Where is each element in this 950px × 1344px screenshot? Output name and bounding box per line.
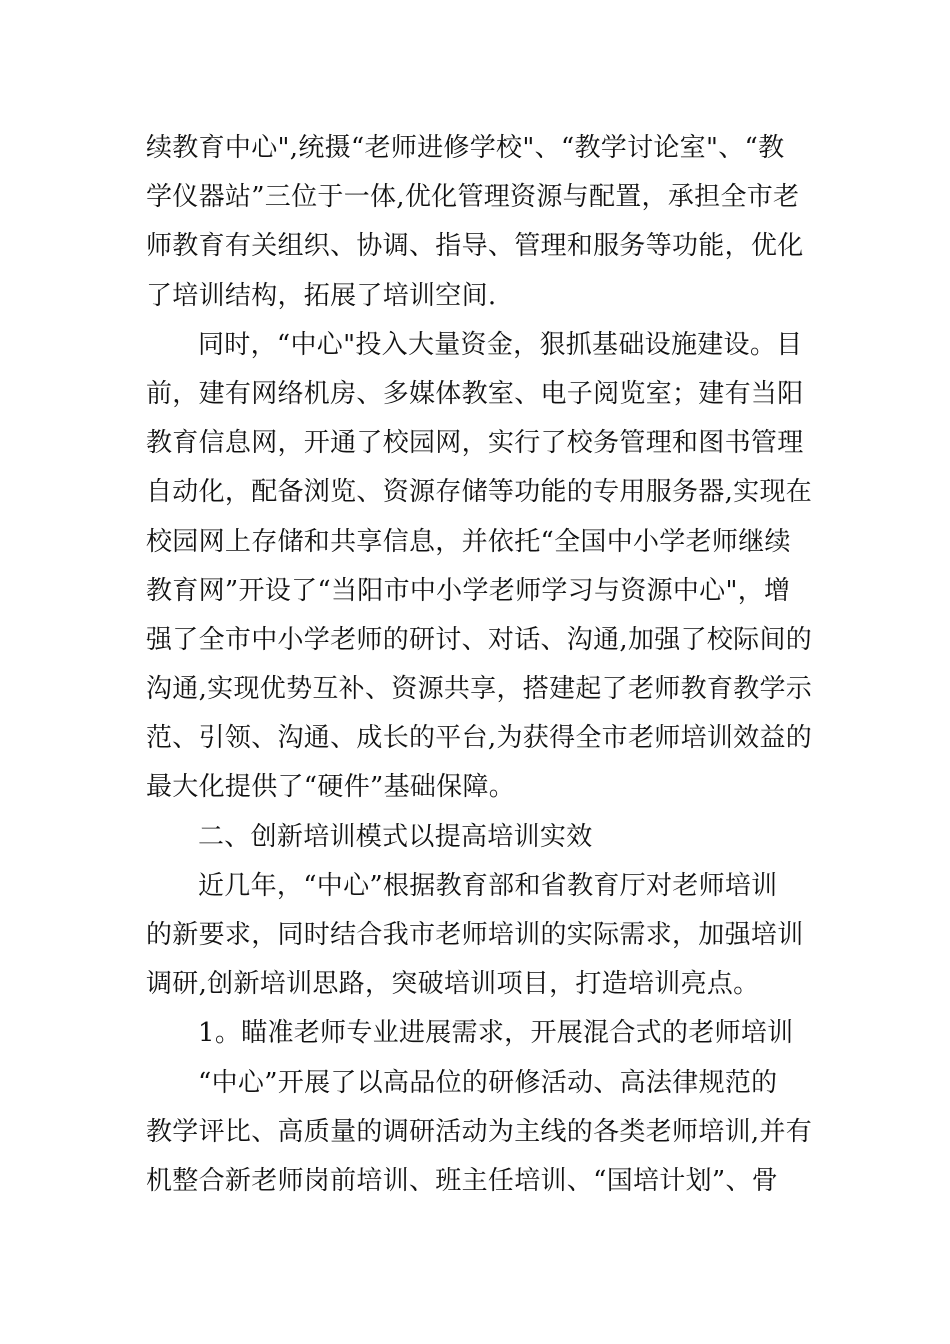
text-line: 前，建有网络机房、多媒体教室、电子阅览室；建有当阳 <box>146 378 804 409</box>
text-line: 自动化，配备浏览、资源存储等功能的专用服务器,实现在 <box>146 477 813 508</box>
text-line: 续教育中心",统摄“老师进修学校"、“教学讨论室"、“教 <box>146 133 785 163</box>
paragraph-start-line: 近几年，“中心”根据教育部和省教育厅对老师培训 <box>198 870 778 901</box>
text-line: 最大化提供了“硬件”基础保障。 <box>146 772 516 803</box>
section-heading: 二、创新培训模式以提高培训实效 <box>198 821 593 852</box>
paragraph-start-line: “中心”开展了以高品位的研修活动、高法律规范的 <box>198 1067 778 1098</box>
text-line: 教育网”开设了“当阳市中小学老师学习与资源中心"，增 <box>146 575 791 606</box>
text-line: 的新要求，同时结合我市老师培训的实际需求，加强培训 <box>146 920 804 950</box>
text-line: 范、引领、沟通、成长的平台,为获得全市老师培训效益的 <box>146 723 813 754</box>
text-line: 教育信息网，开通了校园网，实行了校务管理和图书管理 <box>146 428 804 459</box>
text-line: 教学评比、高质量的调研活动为主线的各类老师培训,并有 <box>146 1116 813 1147</box>
document-body <box>146 124 813 1206</box>
text-line: 机整合新老师岗前培训、班主任培训、“国培计划”、骨 <box>146 1165 779 1196</box>
text-line: 校园网上存储和共享信息，并依托“全国中小学老师继续 <box>146 526 791 557</box>
paragraph-start-line: 同时，“中心"投入大量资金，狠抓基础设施建设。目 <box>198 329 803 360</box>
text-line: 沟通,实现优势互补、资源共享，搭建起了老师教育教学示 <box>146 674 813 705</box>
text-line: 了培训结构，拓展了培训空间. <box>146 280 497 311</box>
text-line: 学仪器站”三位于一体,优化管理资源与配置，承担全市老 <box>146 182 800 213</box>
text-line: 调研,创新培训思路，突破培训项目，打造培训亮点。 <box>146 969 760 1000</box>
text-line: 师教育有关组织、协调、指导、管理和服务等功能，优化 <box>146 231 804 262</box>
text-line: 强了全市中小学老师的研讨、对话、沟通,加强了校际间的 <box>146 624 813 655</box>
subsection-heading: 1。瞄准老师专业进展需求，开展混合式的老师培训 <box>198 1018 794 1049</box>
